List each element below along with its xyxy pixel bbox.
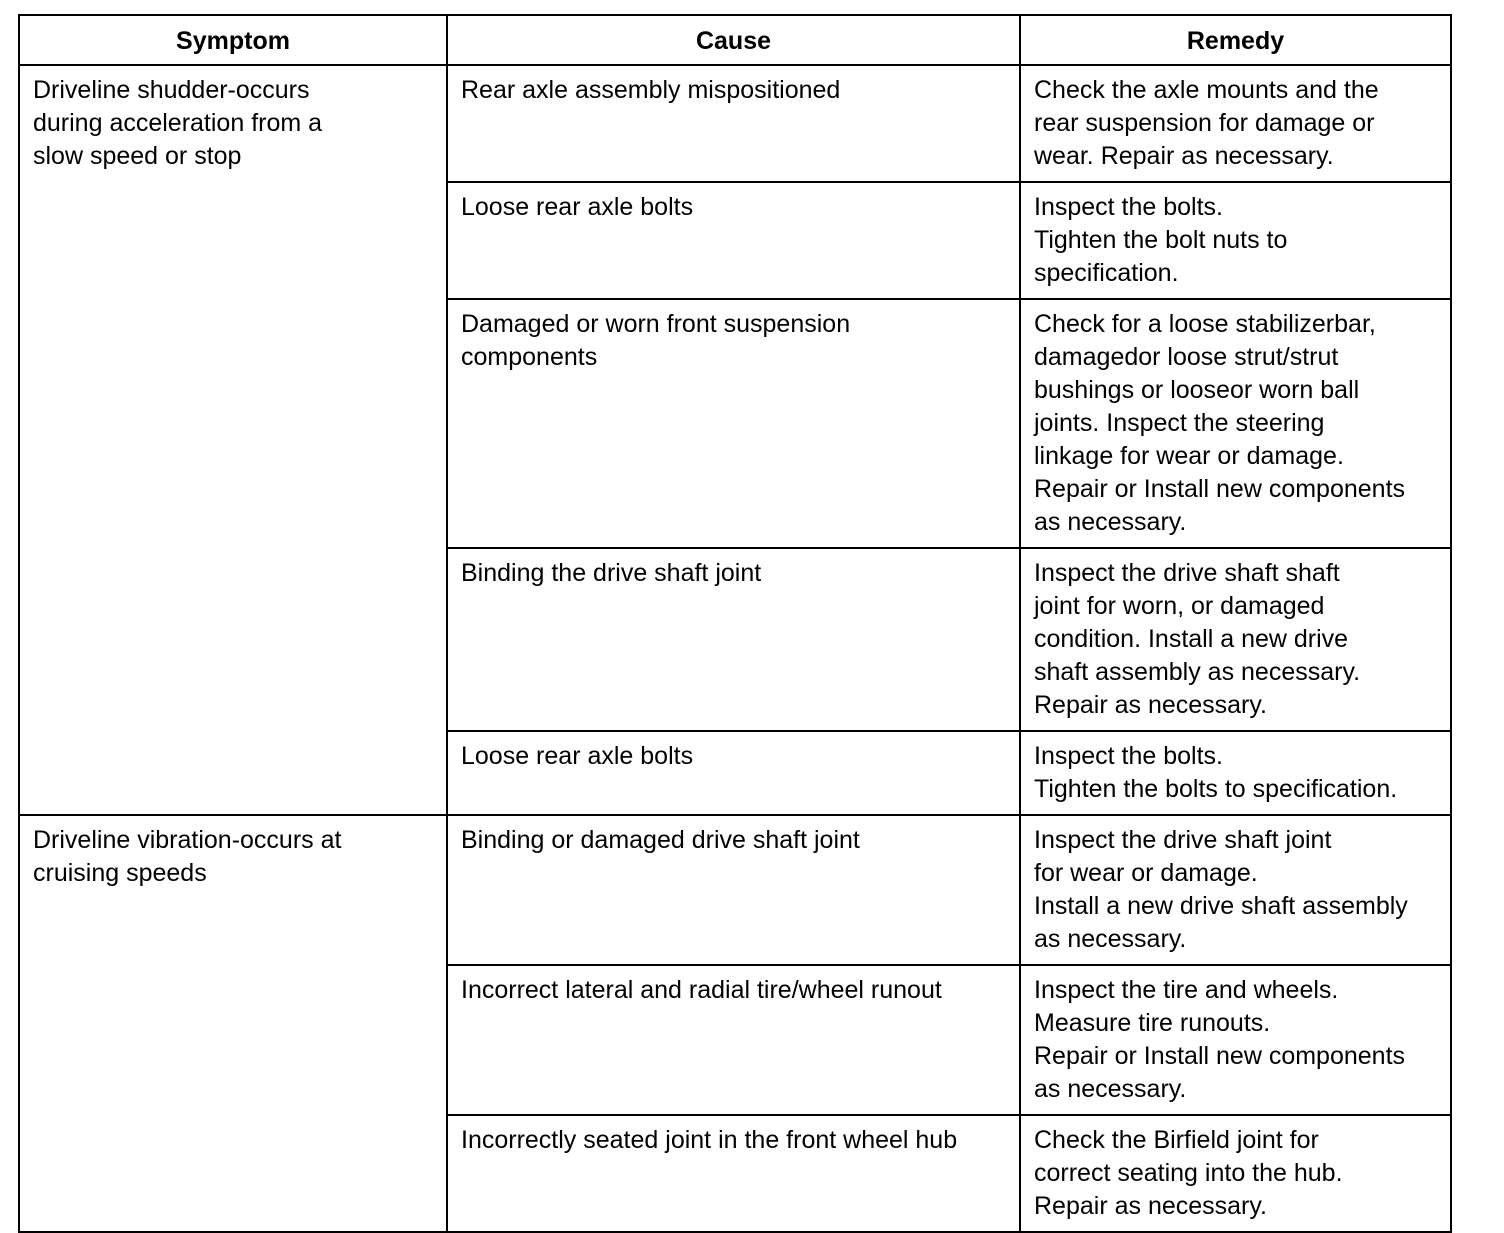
header-symptom: Symptom: [19, 15, 447, 65]
table-row: [19, 65, 1451, 182]
header-remedy: Remedy: [1020, 15, 1451, 65]
symptom-cell: Driveline shudder-occurs during acceleration from a slow speed or stop: [19, 65, 447, 815]
remedy-cell: Check the Birfield joint for correct seating into the hub. Repair as necessary.: [1020, 1115, 1451, 1232]
header-cause: Cause: [447, 15, 1020, 65]
header-row: [19, 15, 1451, 65]
cause-cell: Incorrect lateral and radial tire/wheel runout: [447, 965, 1020, 1115]
symptom-cell: Driveline vibration-occurs at cruising speeds: [19, 815, 447, 1232]
remedy-cell: Inspect the drive shaft joint for wear or damage. Install a new drive shaft assembly as necessary.: [1020, 815, 1451, 965]
cause-cell: Rear axle assembly mispositioned: [447, 65, 1020, 182]
cause-cell: Binding or damaged drive shaft joint: [447, 815, 1020, 965]
diagnosis-table: [18, 14, 1452, 1233]
remedy-cell: Inspect the tire and wheels. Measure tire runouts. Repair or Install new components as necessary.: [1020, 965, 1451, 1115]
cause-cell: Binding the drive shaft joint: [447, 548, 1020, 731]
remedy-cell: Check for a loose stabilizerbar, damagedor loose strut/strut bushings or looseor worn ball joints. Inspect the steering linkage for wear or damage. Repair or Install new components as necessary.: [1020, 299, 1451, 548]
table-row: [19, 815, 1451, 965]
remedy-cell: Inspect the drive shaft shaft joint for worn, or damaged condition. Install a new drive shaft assembly as necessary. Repair as necessary.: [1020, 548, 1451, 731]
cause-cell: Damaged or worn front suspension components: [447, 299, 1020, 548]
remedy-cell: Inspect the bolts. Tighten the bolts to specification.: [1020, 731, 1451, 815]
cause-cell: Loose rear axle bolts: [447, 182, 1020, 299]
cause-cell: Incorrectly seated joint in the front wheel hub: [447, 1115, 1020, 1232]
cause-cell: Loose rear axle bolts: [447, 731, 1020, 815]
remedy-cell: Inspect the bolts. Tighten the bolt nuts to specification.: [1020, 182, 1451, 299]
remedy-cell: Check the axle mounts and the rear suspension for damage or wear. Repair as necessary.: [1020, 65, 1451, 182]
